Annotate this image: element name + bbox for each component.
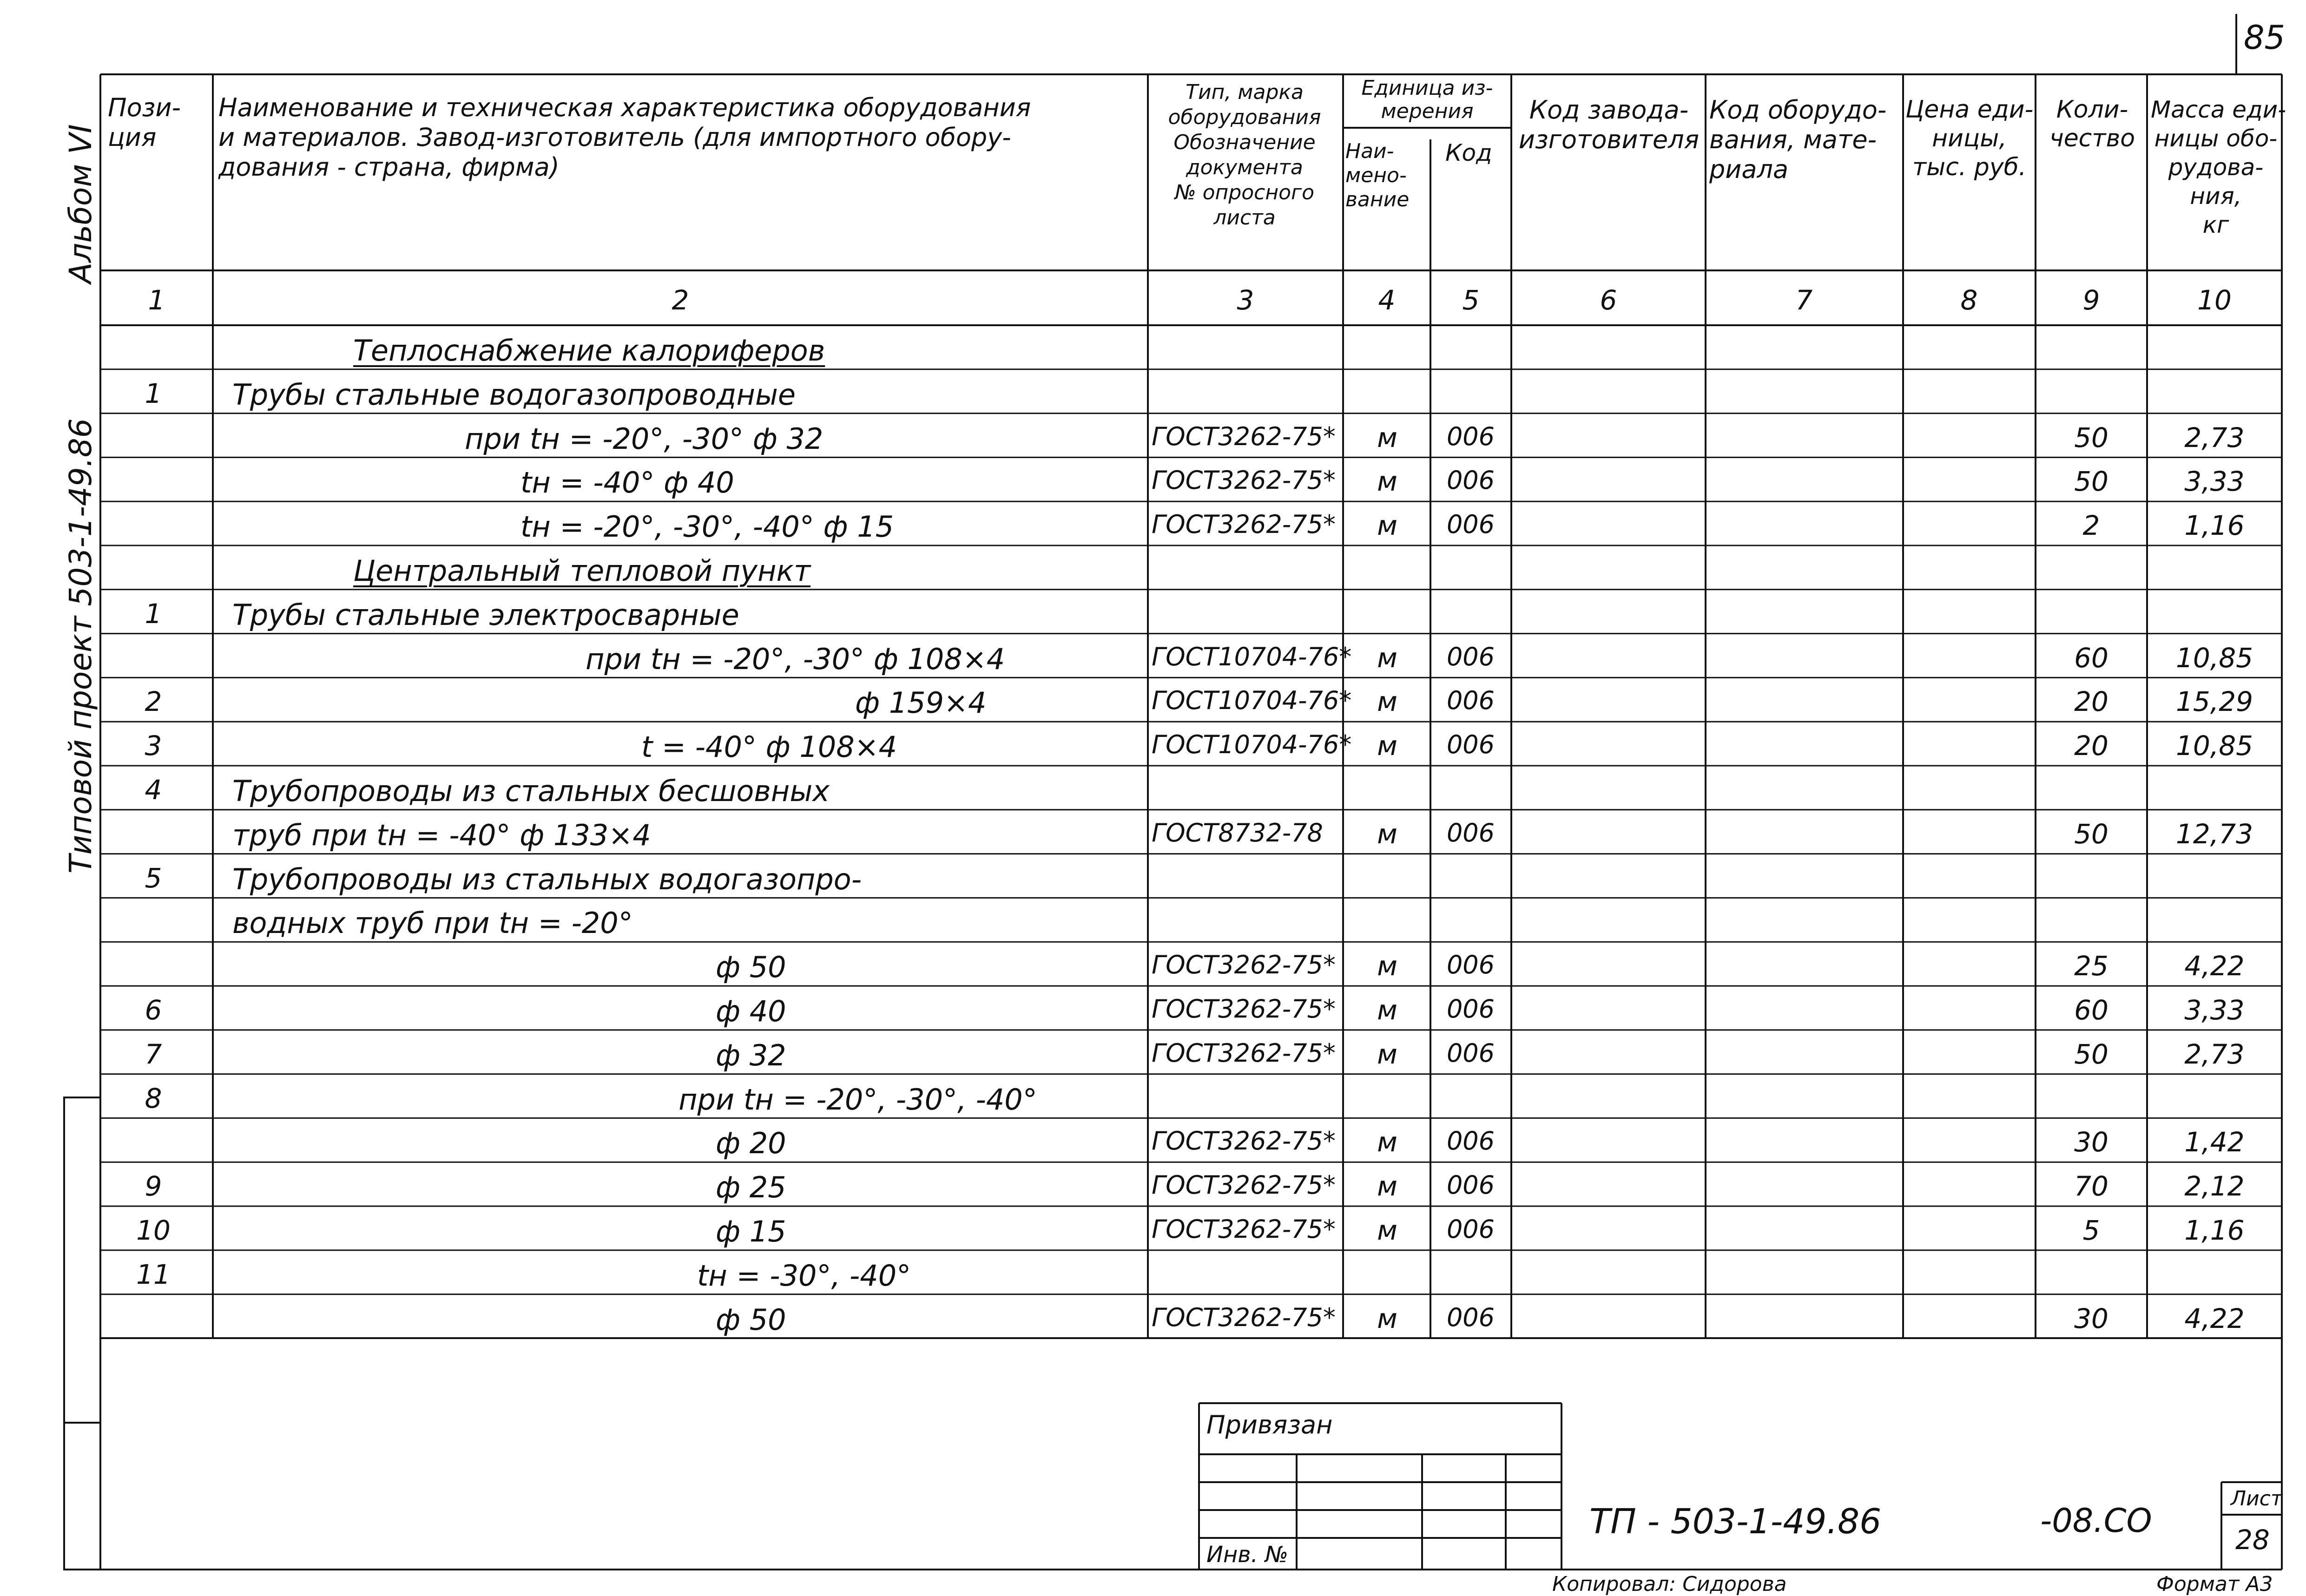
table-row: [0, 325, 2306, 369]
table-row: [0, 369, 2306, 414]
stamp-copied: Копировал: Сидорова: [1552, 1572, 1787, 1596]
type-cell: ГОСТ3262-75*: [1152, 1215, 1336, 1244]
unit-cell: м: [1377, 994, 1397, 1026]
code-cell: 006: [1446, 686, 1495, 716]
quantity-cell: 25: [2074, 950, 2108, 982]
mass-cell: 1,16: [2184, 510, 2245, 542]
code-cell: 006: [1446, 421, 1495, 451]
position-cell: 11: [136, 1258, 171, 1290]
table-row: [0, 986, 2306, 1030]
type-cell: ГОСТ8732-78: [1152, 818, 1323, 847]
stamp-format: Формат А3: [2156, 1572, 2273, 1596]
table-row: [0, 722, 2306, 766]
column-number: 6: [1600, 284, 1617, 316]
code-cell: 006: [1446, 1170, 1495, 1200]
name-cell: Трубы стальные электросварные: [232, 598, 739, 632]
type-cell: ГОСТ3262-75*: [1152, 950, 1336, 980]
name-cell: при tн = -20°, -30° ф 32: [465, 421, 824, 456]
column-number: 5: [1462, 284, 1480, 316]
position-cell: 1: [145, 377, 162, 409]
unit-cell: м: [1377, 1215, 1397, 1246]
name-cell: при tн = -20°, -30° ф 108×4: [586, 642, 1005, 676]
type-cell: ГОСТ3262-75*: [1152, 466, 1336, 495]
quantity-cell: 50: [2074, 421, 2108, 453]
unit-cell: м: [1377, 642, 1397, 674]
name-cell: tн = -40° ф 40: [520, 466, 734, 500]
quantity-cell: 50: [2074, 818, 2108, 850]
code-cell: 006: [1446, 1215, 1495, 1244]
name-cell: ф 20: [716, 1126, 786, 1161]
name-cell: tн = -20°, -30°, -40° ф 15: [520, 510, 894, 544]
type-cell: ГОСТ3262-75*: [1152, 1302, 1336, 1332]
mass-cell: 3,33: [2184, 466, 2245, 498]
code-cell: 006: [1446, 994, 1495, 1024]
quantity-cell: 70: [2074, 1170, 2108, 1202]
table-row: [0, 854, 2306, 898]
unit-cell: м: [1377, 730, 1397, 762]
stamp-sheet-label: Лист: [2231, 1487, 2283, 1511]
position-cell: 10: [136, 1215, 171, 1246]
quantity-cell: 30: [2074, 1126, 2108, 1158]
position-cell: 9: [145, 1170, 162, 1202]
type-cell: ГОСТ3262-75*: [1152, 1038, 1336, 1068]
stamp-inv: Инв. №: [1206, 1542, 1289, 1568]
name-cell: водных труб при tн = -20°: [232, 906, 633, 940]
quantity-cell: 50: [2074, 466, 2108, 498]
stamp-suffix: -08.СО: [2040, 1502, 2152, 1540]
table-row: [0, 766, 2306, 810]
code-cell: 006: [1446, 510, 1495, 539]
type-cell: ГОСТ3262-75*: [1152, 510, 1336, 539]
name-cell: ф 25: [716, 1170, 786, 1205]
table-row: [0, 1206, 2306, 1250]
unit-cell: м: [1377, 950, 1397, 982]
column-number: 9: [2082, 284, 2100, 316]
unit-cell: м: [1377, 1170, 1397, 1202]
project-label: Типовой проект 503-1-49.86: [63, 418, 99, 874]
position-cell: 7: [145, 1038, 162, 1070]
mass-cell: 3,33: [2184, 994, 2245, 1026]
stamp-sheet-number: 28: [2235, 1524, 2270, 1556]
table-row: [0, 898, 2306, 942]
unit-cell: м: [1377, 421, 1397, 453]
type-cell: ГОСТ10704-76*: [1152, 642, 1352, 671]
column-number: 10: [2197, 284, 2232, 316]
quantity-cell: 20: [2074, 686, 2108, 718]
stamp-designation: ТП - 503-1-49.86: [1589, 1502, 1882, 1542]
header-mass: Масса еди- ницы обо- рудова- ния, кг: [2151, 96, 2286, 238]
table-row: [0, 1030, 2306, 1074]
table-row: [0, 810, 2306, 854]
table-row: [0, 545, 2306, 590]
column-number: 2: [672, 284, 689, 316]
name-cell: tн = -30°, -40°: [697, 1258, 911, 1293]
header-unit-group: Единица из- мерения: [1361, 76, 1493, 123]
table-row: [0, 1162, 2306, 1206]
header-name: Наименование и техническая характеристика оборудования и материалов. Завод-изготовитель (для импортного обору- дования - страна, фирма): [218, 93, 1031, 182]
table-row: [0, 501, 2306, 545]
table-row: [0, 634, 2306, 678]
header-type: Тип, марка оборудования Обозначение документа № опросного листа: [1168, 80, 1321, 230]
quantity-cell: 60: [2074, 994, 2108, 1026]
header-equipment-code: Код оборудо- вания, мате- риала: [1709, 95, 1887, 184]
column-number: 1: [148, 284, 165, 316]
quantity-cell: 20: [2074, 730, 2108, 762]
unit-cell: м: [1377, 686, 1397, 718]
column-number: 3: [1237, 284, 1254, 316]
name-cell: ф 15: [716, 1215, 786, 1248]
table-row: [0, 1250, 2306, 1294]
type-cell: ГОСТ3262-75*: [1152, 994, 1336, 1024]
type-cell: ГОСТ3262-75*: [1152, 421, 1336, 451]
quantity-cell: 2: [2082, 510, 2100, 542]
header-position: Пози- ция: [108, 93, 181, 152]
name-cell: при tн = -20°, -30°, -40°: [679, 1082, 1037, 1117]
column-number: 7: [1795, 284, 1813, 316]
code-cell: 006: [1446, 466, 1495, 495]
name-cell: ф 159×4: [855, 686, 987, 720]
mass-cell: 12,73: [2175, 818, 2253, 850]
quantity-cell: 5: [2082, 1215, 2100, 1246]
header-unit-code: Код: [1445, 139, 1492, 166]
code-cell: 006: [1446, 730, 1495, 760]
name-cell: Трубопроводы из стальных бесшовных: [232, 774, 830, 808]
quantity-cell: 30: [2074, 1302, 2108, 1334]
album-label: Альбом VI: [63, 124, 99, 283]
quantity-cell: 50: [2074, 1038, 2108, 1070]
code-cell: 006: [1446, 642, 1495, 671]
code-cell: 006: [1446, 1126, 1495, 1156]
section-title: Центральный тепловой пункт: [353, 554, 811, 588]
unit-cell: м: [1377, 1302, 1397, 1334]
code-cell: 006: [1446, 818, 1495, 847]
type-cell: ГОСТ10704-76*: [1152, 730, 1352, 760]
mass-cell: 4,22: [2184, 950, 2245, 982]
mass-cell: 4,22: [2184, 1302, 2245, 1334]
unit-cell: м: [1377, 510, 1397, 542]
mass-cell: 10,85: [2175, 642, 2253, 674]
stamp-privyazan: Привязан: [1206, 1410, 1333, 1439]
unit-cell: м: [1377, 466, 1397, 498]
position-cell: 5: [145, 862, 162, 894]
section-title: Теплоснабжение калориферов: [353, 334, 825, 368]
header-factory-code: Код завода- изготовителя: [1518, 95, 1700, 154]
header-price: Цена еди- ницы, тыс. руб.: [1905, 96, 2034, 181]
name-cell: t = -40° ф 108×4: [641, 730, 897, 764]
page-number: 85: [2244, 19, 2286, 57]
mass-cell: 2,12: [2184, 1170, 2245, 1202]
table-row: [0, 414, 2306, 458]
name-cell: Трубопроводы из стальных водогазопро-: [232, 862, 862, 896]
mass-cell: 2,73: [2184, 421, 2245, 453]
column-number: 4: [1378, 284, 1396, 316]
column-number: 8: [1960, 284, 1978, 316]
table-row: [0, 457, 2306, 501]
position-cell: 1: [145, 598, 162, 630]
table-row: [0, 1294, 2306, 1339]
name-cell: Трубы стальные водогазопроводные: [232, 377, 796, 412]
type-cell: ГОСТ10704-76*: [1152, 686, 1352, 716]
mass-cell: 1,42: [2184, 1126, 2245, 1158]
type-cell: ГОСТ3262-75*: [1152, 1126, 1336, 1156]
position-cell: 4: [145, 774, 162, 806]
unit-cell: м: [1377, 1126, 1397, 1158]
position-cell: 6: [145, 994, 162, 1026]
position-cell: 8: [145, 1082, 162, 1114]
header-unit-name: Наи- мено- вание: [1345, 139, 1410, 211]
name-cell: ф 50: [716, 950, 786, 985]
code-cell: 006: [1446, 950, 1495, 980]
position-cell: 2: [145, 686, 162, 718]
name-cell: труб при tн = -40° ф 133×4: [232, 818, 651, 852]
code-cell: 006: [1446, 1038, 1495, 1068]
name-cell: ф 40: [716, 994, 786, 1028]
header-quantity: Коли- чество: [2049, 96, 2135, 152]
unit-cell: м: [1377, 1038, 1397, 1070]
name-cell: ф 32: [716, 1038, 786, 1072]
table-row: [0, 677, 2306, 722]
table-row: [0, 1074, 2306, 1118]
unit-cell: м: [1377, 818, 1397, 850]
quantity-cell: 60: [2074, 642, 2108, 674]
mass-cell: 15,29: [2175, 686, 2253, 718]
mass-cell: 2,73: [2184, 1038, 2245, 1070]
table-row: [0, 1118, 2306, 1162]
mass-cell: 1,16: [2184, 1215, 2245, 1246]
table-row: [0, 942, 2306, 986]
mass-cell: 10,85: [2175, 730, 2253, 762]
code-cell: 006: [1446, 1302, 1495, 1332]
type-cell: ГОСТ3262-75*: [1152, 1170, 1336, 1200]
name-cell: ф 50: [716, 1302, 786, 1337]
table-row: [0, 590, 2306, 634]
position-cell: 3: [145, 730, 162, 762]
